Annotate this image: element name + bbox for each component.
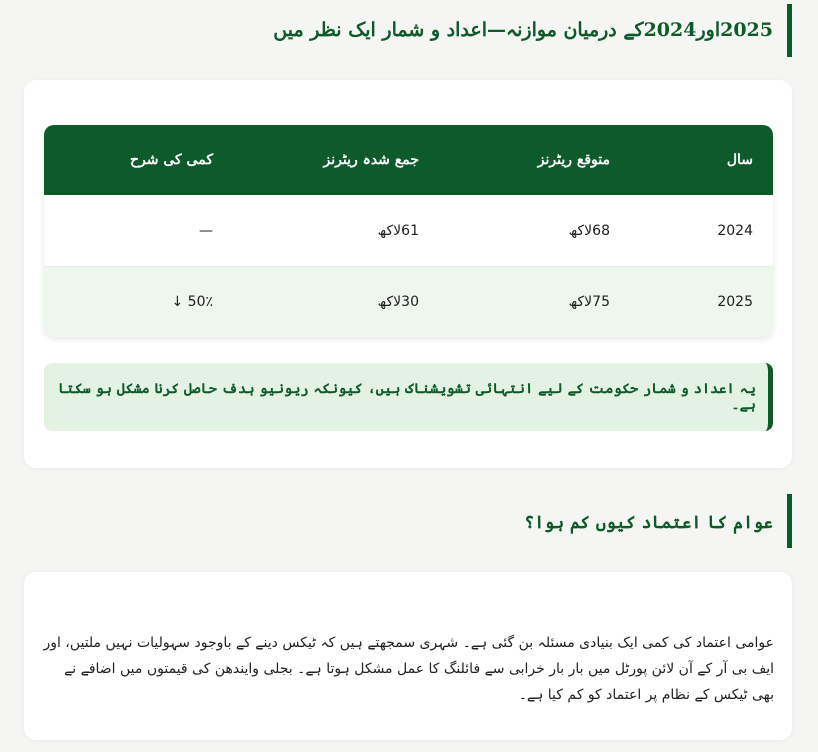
header-year: سال: [726, 152, 753, 168]
cell-year: 2025: [717, 294, 753, 310]
public-trust-card: [24, 572, 792, 740]
table-row: [44, 267, 773, 337]
section-heading-comparison: 2025اور2024کے درمیان موازنہ—اعداد و شمار ایک نظر میں: [273, 4, 792, 57]
cell-submitted-returns: 61لاکھ: [377, 222, 419, 239]
cell-expected-returns: 68لاکھ: [568, 222, 610, 239]
header-decline-rate: کمی کی شرح: [129, 152, 213, 168]
cell-submitted-returns: 30لاکھ: [377, 294, 419, 310]
callout-note: [44, 363, 773, 431]
cell-decline-rate: —: [199, 222, 213, 239]
public-trust-paragraph: عوامی اعتماد کی کمی ایک بنیادی مسئلہ بن گئی ہے۔ شہری سمجھتے ہیں کہ ٹیکس دینے کے باوجود سہولیات نہیں ملتیں، اور ایف بی آر کے آن لائن پورٹل میں بار بار خرابی سے فائلنگ کا عمل مشکل ہوتا ہے۔ بجلی وایندھن کی قیمتوں میں اضافے نے بھی ٹیکس کے نظام پر اعتماد کو کم کیا ہے۔: [43, 635, 774, 703]
comparison-card: [24, 80, 792, 468]
header-expected-returns: متوقع ریٹرنز: [537, 152, 610, 168]
table-header-row: [44, 125, 773, 195]
table-row: [44, 195, 773, 267]
comparison-table: [44, 125, 773, 337]
cell-expected-returns: 75لاکھ: [568, 294, 610, 310]
section-heading-public-trust: عوام کا اعتماد کیوں کم ہوا؟: [524, 494, 792, 548]
cell-decline-rate: 50٪ ↓: [171, 294, 213, 310]
header-submitted-returns: جمع شدہ ریٹرنز: [323, 152, 419, 168]
callout-text: یہ اعداد و شمار حکومت کے لیے انتہائی تشویشناک ہیں، کیونکہ ریونیو ہدف حاصل کرنا مشکل ہو سکتا ہے۔: [57, 381, 756, 413]
cell-year: 2024: [717, 222, 753, 239]
